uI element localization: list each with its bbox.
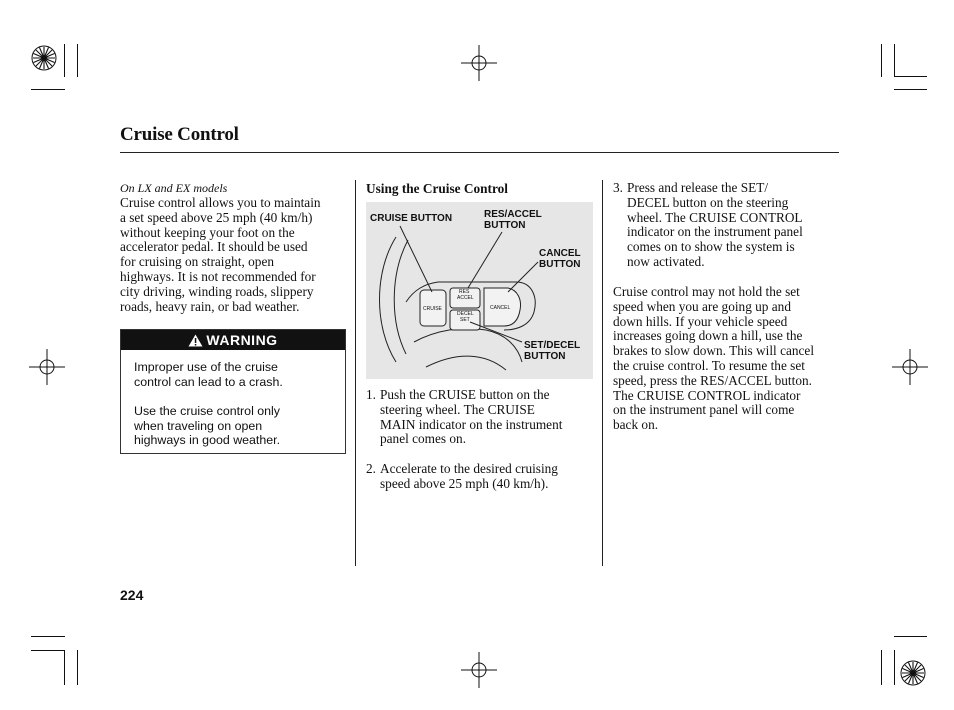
label-set-decel: SET/DECEL BUTTON — [524, 340, 581, 362]
page-title: Cruise Control — [120, 124, 239, 145]
label-cruise-button: CRUISE BUTTON — [370, 213, 453, 224]
warning-text-1: Improper use of the cruise control can lead to a crash. — [134, 360, 283, 389]
column-divider — [355, 180, 356, 566]
button-text-cancel: CANCEL — [490, 305, 511, 311]
warning-header — [121, 330, 345, 350]
button-text-set: SET — [460, 317, 470, 323]
page-number: 224 — [120, 587, 144, 603]
button-text-decel: DECEL — [457, 311, 474, 317]
model-note: On LX and EX models — [120, 181, 228, 195]
crosshair-circle-icon — [892, 349, 928, 385]
starburst-target-icon — [899, 659, 927, 687]
warning-triangle-icon — [188, 334, 203, 347]
label-res-accel: RES/ACCEL BUTTON — [484, 209, 542, 231]
warning-box — [120, 329, 346, 454]
cruise-illustration — [366, 202, 593, 379]
warning-text-2: Use the cruise control only when traveling on open highways in good weather. — [134, 404, 281, 447]
crosshair-circle-icon — [461, 652, 497, 688]
hills-paragraph: Cruise control may not hold the set speed when you are going up and down hills. If your vehicle speed increases going down a hill, use the brakes to slow down. This will cancel the cruise control. To resume the set speed, press the RES/ACCEL button. The CRUISE CONTROL indicator on the instrument panel will come back on. — [613, 284, 815, 433]
section-heading: Using the Cruise Control — [366, 181, 508, 196]
starburst-target-icon — [30, 44, 58, 72]
label-cancel: CANCEL BUTTON — [539, 248, 581, 270]
crosshair-circle-icon — [461, 45, 497, 81]
warning-label: WARNING — [206, 332, 278, 348]
crosshair-circle-icon — [29, 349, 65, 385]
column-divider — [602, 180, 603, 566]
button-text-res: RES — [459, 289, 470, 295]
button-text-cruise: CRUISE — [423, 306, 442, 312]
button-text-accel: ACCEL — [457, 295, 474, 301]
title-rule — [120, 152, 839, 153]
intro-paragraph: Cruise control allows you to maintain a set speed above 25 mph (40 km/h) without keeping your foot on the accelerator pedal. It should be used for cruising on straight, open highways. It is not recommended for city driving, winding roads, slippery roads, heavy rain, or bad weather. — [120, 195, 321, 314]
